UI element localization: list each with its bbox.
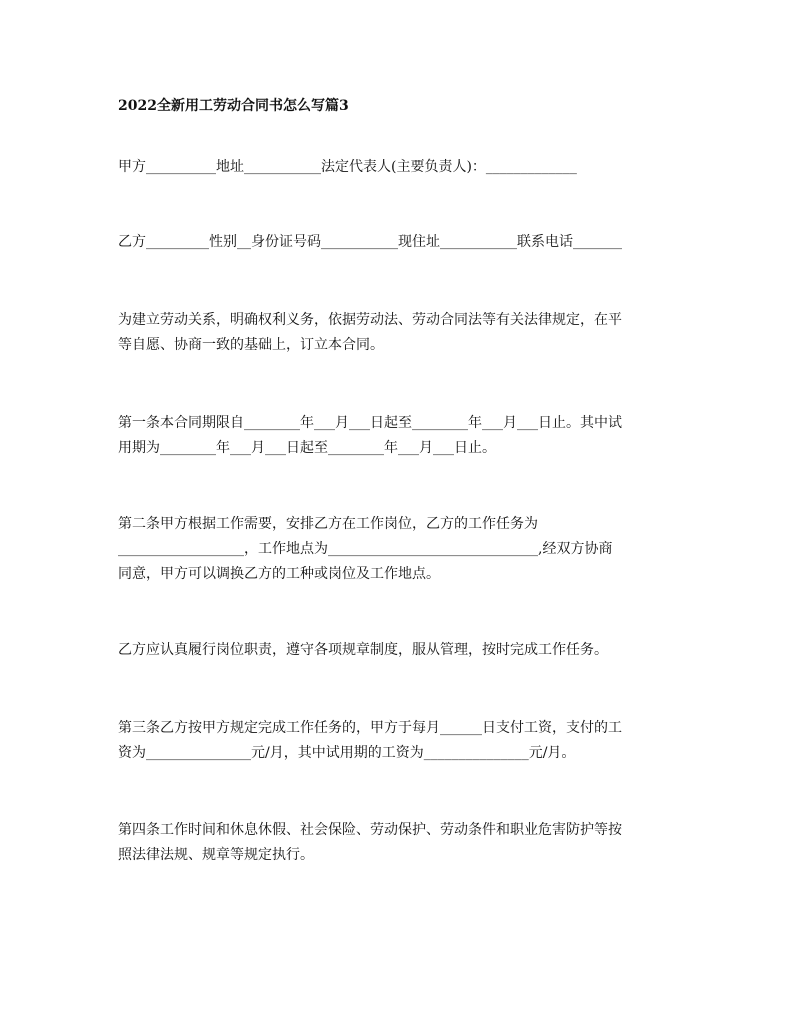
preamble-line-1: 为建立劳动关系，明确权利义务，依据劳动法、劳动合同法等有关法律规定，在平 xyxy=(118,312,622,328)
party-b-line: 乙方_________性别__身份证号码___________现住址___________联系电话_______ xyxy=(118,234,622,250)
article-1-line-1: 第一条本合同期限自________年___月___日起至________年___月___日止。其中试 xyxy=(118,415,622,431)
preamble-paragraph xyxy=(118,308,680,358)
party-a-info xyxy=(118,155,680,180)
article-4-line-1: 第四条工作时间和休息休假、社会保险、劳动保护、劳动条件和职业危害防护等按 xyxy=(118,822,622,838)
party-a-line: 甲方__________地址___________法定代表人(主要负责人)：_____________ xyxy=(118,159,577,175)
article-3-line-2: 资为_______________元/月，其中试用期的工资为_______________元/月。 xyxy=(118,745,576,761)
article-3-paragraph xyxy=(118,716,680,766)
article-2-line-1: 第二条甲方根据工作需要，安排乙方在工作岗位，乙方的工作任务为 xyxy=(118,516,538,532)
document-title: 2022全新用工劳动合同书怎么写篇3 xyxy=(118,98,349,114)
party-b-duty-paragraph xyxy=(118,638,680,663)
party-b-info xyxy=(118,230,680,255)
preamble-line-2: 等自愿、协商一致的基础上，订立本合同。 xyxy=(118,337,384,353)
article-2-paragraph xyxy=(118,512,680,587)
article-4-paragraph xyxy=(118,818,680,868)
article-4-line-2: 照法律法规、规章等规定执行。 xyxy=(118,847,314,863)
article-2-line-3: 同意，甲方可以调换乙方的工种或岗位及工作地点。 xyxy=(118,566,440,582)
article-1-line-2: 用期为________年___月___日起至________年___月___日止。 xyxy=(118,440,496,456)
article-1-paragraph xyxy=(118,411,680,461)
party-b-duty-line: 乙方应认真履行岗位职责，遵守各项规章制度，服从管理，按时完成工作任务。 xyxy=(118,642,608,658)
article-3-line-1: 第三条乙方按甲方规定完成工作任务的，甲方于每月______日支付工资，支付的工 xyxy=(118,720,622,736)
article-2-line-2: __________________，工作地点为______________________________,经双方协商 xyxy=(118,541,613,557)
